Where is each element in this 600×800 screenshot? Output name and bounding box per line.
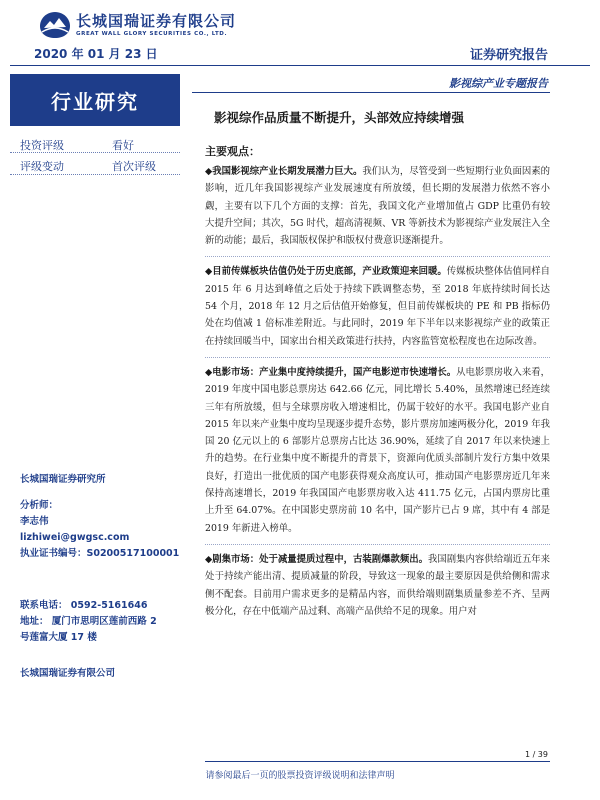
- industry-research-banner: 行业研究: [10, 74, 180, 126]
- paragraph-valuation: [205, 263, 550, 349]
- special-report-title: 影视综产业专题报告: [449, 77, 548, 90]
- report-main-title: 影视综作品质量不断提升，头部效应持续增强: [214, 110, 465, 125]
- analyst-block: [20, 498, 179, 562]
- paragraph-lead: ◆电影市场：产业集中度持续提升，国产电影逆市快速增长。: [205, 366, 457, 378]
- analyst-name: 李志伟: [20, 516, 49, 527]
- company-name-en: GREAT WALL GLORY SECURITIES CO., LTD.: [76, 31, 228, 37]
- main-content: [205, 143, 550, 620]
- contact-address-line1: 地址： 厦门市思明区莲前西路 2: [20, 616, 157, 627]
- page-number: 1 / 39: [524, 750, 548, 759]
- research-institute: 长城国瑞证券研究所: [20, 474, 106, 485]
- report-type: 证券研究报告: [469, 48, 548, 63]
- disclaimer-note: 请参阅最后一页的股票投资评级说明和法律声明: [205, 771, 395, 781]
- special-title-divider: [192, 92, 550, 93]
- paragraph-divider: [205, 357, 550, 358]
- license-number: 执业证书编号：S0200517100001: [20, 548, 180, 559]
- contact-phone: 联系电话： 0592-5161646: [20, 600, 148, 611]
- company-logo: [38, 10, 236, 40]
- company-name-cn: 长城国瑞证券有限公司: [76, 12, 237, 30]
- contact-block: [20, 598, 157, 646]
- paragraph-body: 传媒板块整体估值同样自 2015 年 6 月达到峰值之后处于持续下跌调整态势，至 2018 年底持续时间长达 54 个月，2018 年 12 月之后估值开始修复，但目前传媒板块的 PE 和 PB 指标仍处在均值减 1 倍标准差附近。与此同时，2019 年下半年以来影视综产业的政策正在持续回暖当中，国家出台相关政策进行扶持，内容监管宽松程度也在边际改善。: [205, 266, 550, 347]
- rating-divider: [10, 174, 180, 175]
- paragraph-industry-potential: [205, 163, 550, 249]
- invest-rating-value: 看好: [112, 139, 134, 152]
- report-date: 2020 年 01 月 23 日: [34, 47, 158, 61]
- rating-change-label: 评级变动: [20, 160, 64, 173]
- paragraph-drama-market: [205, 551, 550, 620]
- paragraph-body: 我们认为，尽管受到一些短期行业负面因素的影响，近几年我国影视综产业发展速度有所放缓，但长期的发展潜力依然不容小觑，主要有以下几个方面的支撑：首先，我国文化产业增加值占 GDP 比重仍有较大提升空间；其次，5G 时代，超高清视频、VR 等新技术为影视综产业发展注入全新的动能；最后，我国版权保护和版权付费意识逐渐提升。: [205, 166, 550, 247]
- analyst-email: lizhiwei@gwgsc.com: [20, 532, 130, 543]
- rating-divider: [10, 152, 180, 153]
- sidebar-company-name: 长城国瑞证券有限公司: [20, 668, 116, 679]
- paragraph-body: 我国剧集内容供给端近五年来处于持续产能出清、提质减量的阶段，导致这一现象的最主要原因是供给侧和需求侧不配套。目前用户需求更多的是精品内容，而供给端则剧集质量参差不齐、呈两极分化，存在中低端产品过剩、高端产品供给不足的现象。用户对: [205, 553, 550, 617]
- paragraph-lead: ◆剧集市场：处于减量提质过程中，古装剧爆款频出。: [205, 553, 429, 565]
- paragraph-film-market: [205, 364, 550, 537]
- analyst-label: 分析师：: [20, 500, 59, 511]
- contact-address-line2: 号莲富大厦 17 楼: [20, 632, 97, 643]
- paragraph-lead: ◆我国影视综产业长期发展潜力巨大。: [205, 166, 363, 177]
- paragraph-body: 从电影票房收入来看，2019 年度中国电影总票房达 642.66 亿元，同比增长 5.40%，虽然增速已经连续三年有所放缓，但与全球票房收入增速相比，仍属于较好的水平。我国电影产业自 2015 年以来产业集中度均呈现逐步提升态势，影片票房加速两极分化，2019 年我国 20 亿元以上的 6 部影片总票房占比达 36.90%，延续了自 2017 年以来快速上升的趋势。在行业集中度不断提升的背景下，资源向优质头部制片发行方集中效果良好，打造出一批优质的国产电影获得观众高度认可，推动国产电影票房近几年来保持高速增长，2019 年我国国产电影票房收入达 411.75 亿元，占国内票房比重上升至 64.07%。在中国影史票房前 10 名中，国产影片已占 9 席，其中有 4 部是 2019 年新进入榜单。: [205, 366, 550, 534]
- paragraph-lead: ◆目前传媒板块估值仍处于历史底部，产业政策迎来回暖。: [205, 266, 447, 278]
- paragraph-divider: [205, 544, 550, 545]
- company-logo-icon: [38, 10, 72, 40]
- header-divider: [10, 65, 590, 66]
- rating-change-value: 首次评级: [112, 160, 156, 173]
- key-points-heading: 主要观点：: [205, 145, 260, 158]
- invest-rating-label: 投资评级: [20, 139, 64, 152]
- footer-divider: [205, 761, 550, 762]
- paragraph-divider: [205, 256, 550, 257]
